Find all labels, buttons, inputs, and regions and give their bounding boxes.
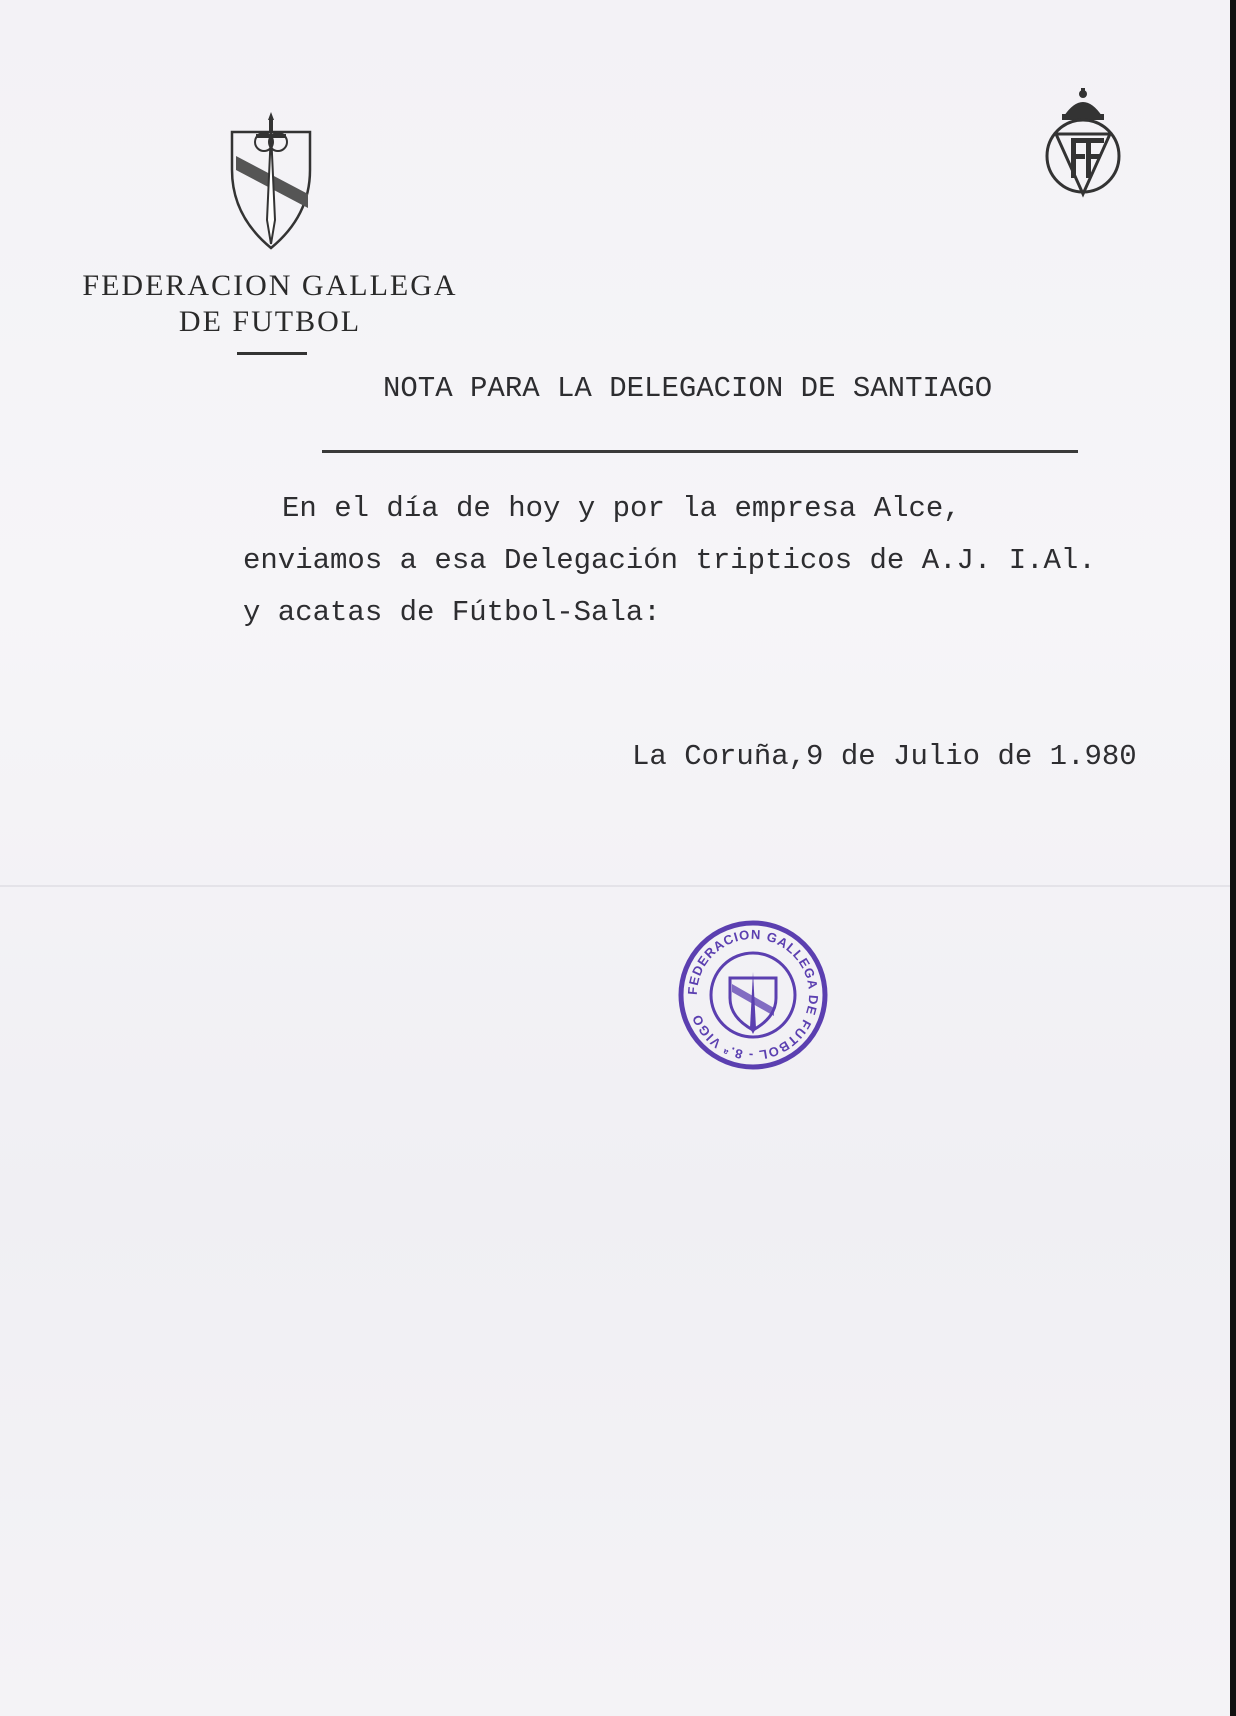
- letterhead: [60, 268, 480, 340]
- letterhead-line-2: DE FUTBOL: [178, 305, 362, 338]
- body-line-2: enviamos a esa Delegación tripticos de A.J. I.Al.: [243, 544, 1096, 577]
- federation-shield-crest: [228, 110, 314, 252]
- seal-text: FEDERACION GALLEGA DE FUTBOL - 8.ª VIGO: [684, 926, 822, 1064]
- federation-ink-stamp: [676, 918, 830, 1072]
- title-underline: [322, 450, 1078, 453]
- letterhead-divider: [237, 352, 307, 355]
- letterhead-line-1: FEDERACION GALLEGA: [82, 269, 458, 302]
- body-line-1: En el día de hoy y por la empresa Alce,: [282, 492, 961, 525]
- paper-fold: [0, 885, 1230, 887]
- royal-federation-crest: [1042, 86, 1124, 200]
- date-line: La Coruña,9 de Julio de 1.980: [632, 740, 1137, 773]
- scan-edge: [1230, 0, 1236, 1716]
- body-line-3: y acatas de Fútbol-Sala:: [243, 596, 661, 629]
- note-title: NOTA PARA LA DELEGACION DE SANTIAGO: [383, 372, 993, 405]
